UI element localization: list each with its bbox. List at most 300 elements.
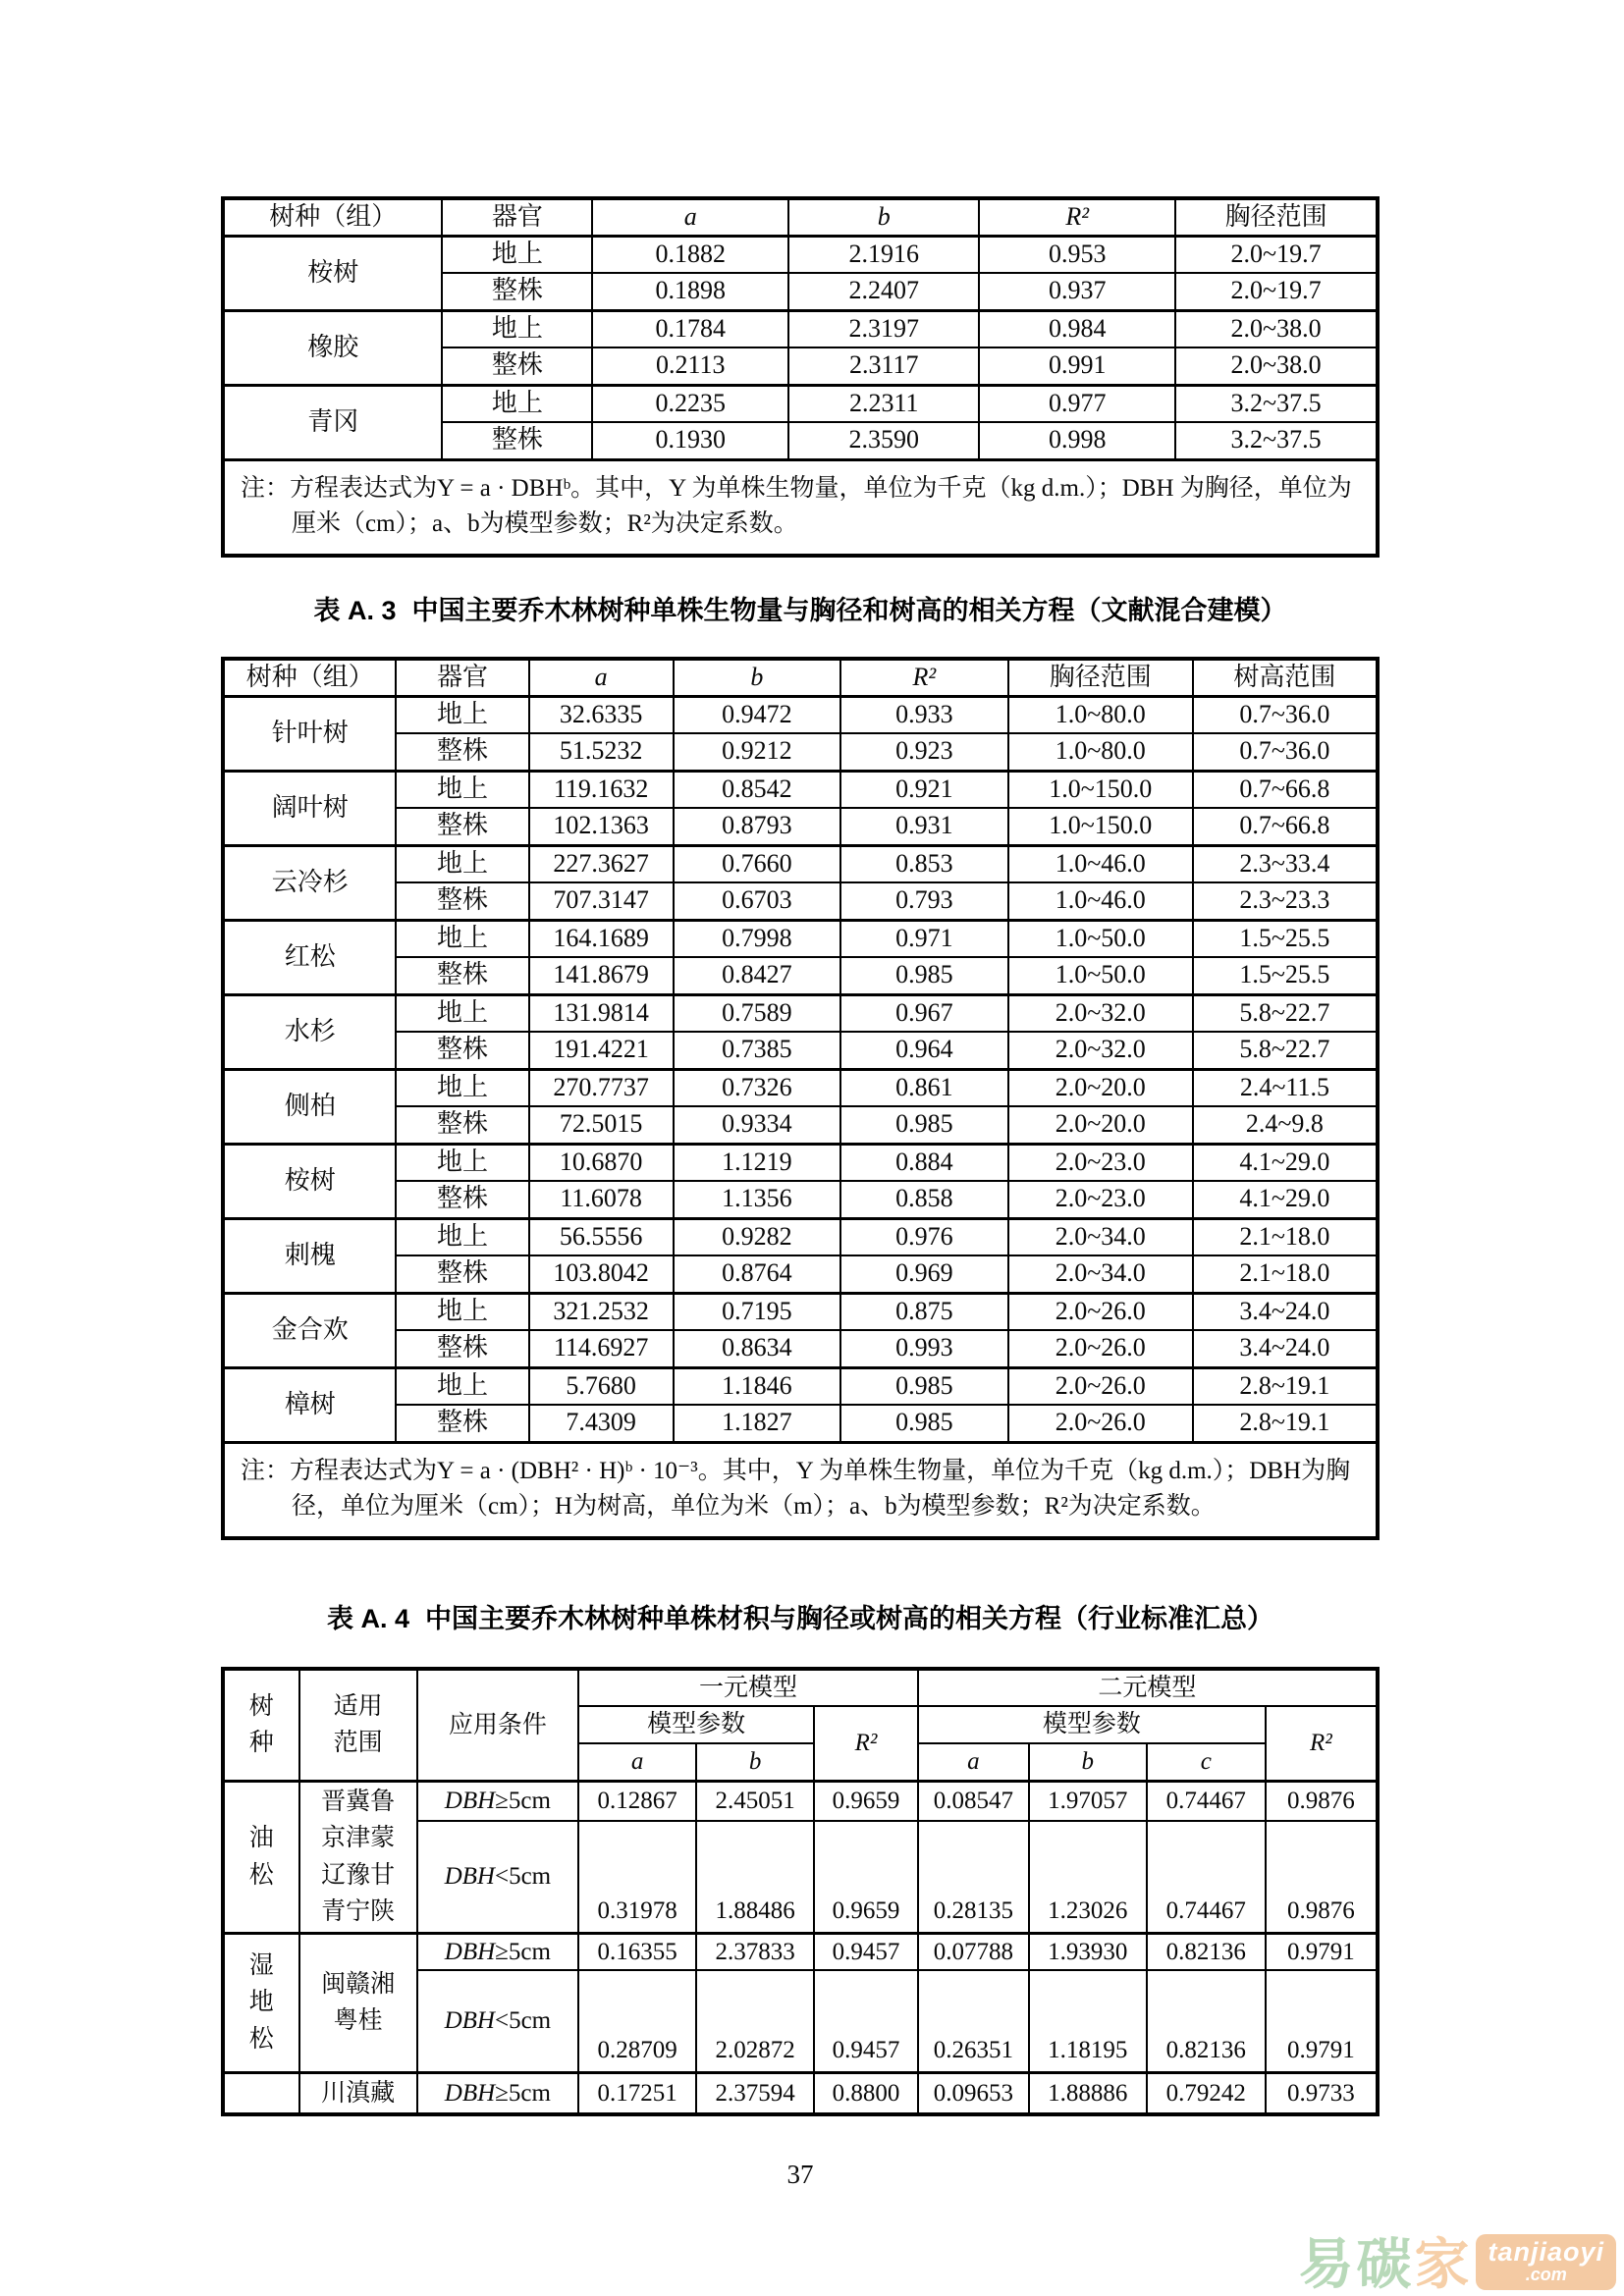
region-range-text: 川滇藏 [321,2079,396,2107]
watermark-char-jia: 家 [1414,2232,1470,2295]
organ-cell: 整株 [396,1032,528,1069]
data-row [223,845,1378,882]
param-a-cell: 227.3627 [529,845,674,882]
dbh-range-cell: 3.2~37.5 [1175,422,1378,459]
biomass-dbh-table [221,196,1380,558]
species-cell: 针叶树 [223,696,396,771]
model2-r2-cell: 0.9791 [1266,1970,1378,2072]
height-range-cell: 1.5~25.5 [1193,920,1378,957]
model1-r2-cell: 0.9457 [814,1933,918,1970]
param-a-cell: 0.1930 [592,422,788,459]
r-squared-cell: 0.985 [840,1405,1008,1442]
dbh-variable: DBH [444,2007,495,2034]
height-range-cell: 2.1~18.0 [1193,1255,1378,1293]
r-squared-cell: 0.971 [840,920,1008,957]
organ-cell: 地上 [396,1144,528,1181]
data-row [223,1181,1378,1218]
param-a-cell: 102.1363 [529,808,674,845]
column-header-range-text: 适用范围 [333,1692,383,1757]
param-b-cell: 2.3197 [788,310,979,347]
data-row [223,771,1378,808]
data-row [223,1106,1378,1144]
param-b-cell: 0.8427 [674,957,841,994]
r-squared-cell: 0.953 [979,236,1175,273]
species-cell [223,1781,299,1933]
param-a-cell: 51.5232 [529,733,674,771]
column-header: R² [840,659,1008,696]
table-a3-caption-label: 表 A. 3 [313,596,397,625]
height-range-cell: 0.7~36.0 [1193,733,1378,771]
r-squared-cell: 0.998 [979,422,1175,459]
model2-a-cell: 0.09653 [918,2072,1029,2114]
dbh-range-cell: 1.0~80.0 [1008,696,1193,733]
height-range-cell: 1.5~25.5 [1193,957,1378,994]
condition-cell: DBH≥5cm [417,2072,579,2114]
dbh-variable: DBH [444,2079,496,2107]
column-header-condition: 应用条件 [417,1669,579,1781]
organ-cell: 地上 [396,1218,528,1255]
model1-r2-cell: 0.9659 [814,1821,918,1933]
organ-cell: 地上 [396,1069,528,1106]
species-cell: 侧柏 [223,1069,396,1144]
column-header: b [788,198,979,236]
height-range-cell: 2.1~18.0 [1193,1218,1378,1255]
r-squared-cell: 0.977 [979,385,1175,422]
organ-cell: 地上 [442,385,592,422]
param-a-cell: 707.3147 [529,882,674,920]
model1-b-cell: 2.45051 [696,1781,814,1821]
data-row [223,808,1378,845]
r-squared-cell: 0.985 [840,1106,1008,1144]
r-squared-cell: 0.969 [840,1255,1008,1293]
page-number: 37 [786,2160,814,2189]
param-b-cell: 0.9282 [674,1218,841,1255]
r-squared-cell: 0.993 [840,1330,1008,1367]
dbh-range-cell: 2.0~38.0 [1175,310,1378,347]
param-a-cell: 5.7680 [529,1367,674,1405]
r-squared-cell: 0.921 [840,771,1008,808]
model1-r2-cell: 0.8800 [814,2072,918,2114]
dbh-range-cell: 2.0~38.0 [1175,347,1378,385]
height-range-cell: 5.8~22.7 [1193,1032,1378,1069]
table-a3-caption [221,589,1380,627]
dbh-range-cell: 1.0~46.0 [1008,845,1193,882]
data-row [223,733,1378,771]
data-row [223,1069,1378,1106]
param-b-cell: 0.9334 [674,1106,841,1144]
r-squared-cell: 0.985 [840,1367,1008,1405]
column-header-param-a: a [578,1743,696,1781]
dbh-range-cell: 2.0~20.0 [1008,1106,1193,1144]
data-row [223,920,1378,957]
r-squared-cell: 0.793 [840,882,1008,920]
data-row [223,1218,1378,1255]
dbh-range-cell: 1.0~50.0 [1008,920,1193,957]
r-squared-cell: 0.875 [840,1293,1008,1330]
model1-r2-cell: 0.9457 [814,1970,918,2072]
organ-cell: 地上 [396,1367,528,1405]
region-range-cell [299,2072,417,2114]
species-cell: 桉树 [223,236,442,310]
organ-cell: 整株 [396,1106,528,1144]
param-a-cell: 10.6870 [529,1144,674,1181]
organ-cell: 整株 [442,422,592,459]
param-b-cell: 0.7589 [674,994,841,1032]
data-row [223,994,1378,1032]
table-a3-caption-text: 中国主要乔木林树种单株生物量与胸径和树高的相关方程（文献混合建模） [411,596,1287,625]
species-cell: 红松 [223,920,396,994]
r-squared-cell: 0.967 [840,994,1008,1032]
organ-cell: 整株 [396,733,528,771]
param-a-cell: 191.4221 [529,1032,674,1069]
height-range-cell: 2.4~9.8 [1193,1106,1378,1144]
dbh-range-cell: 2.0~20.0 [1008,1069,1193,1106]
model2-a-cell: 0.08547 [918,1781,1029,1821]
dbh-range-cell: 2.0~34.0 [1008,1255,1193,1293]
column-header-range [299,1669,417,1781]
param-a-cell: 56.5556 [529,1218,674,1255]
height-range-cell: 2.3~33.4 [1193,845,1378,882]
model2-b-cell: 1.18195 [1029,1970,1147,2072]
dbh-range-cell: 1.0~46.0 [1008,882,1193,920]
species-cell: 橡胶 [223,310,442,385]
dbh-variable: DBH [444,1938,496,1965]
param-b-cell: 0.8764 [674,1255,841,1293]
dbh-range-cell: 2.0~26.0 [1008,1405,1193,1442]
r-squared-cell: 0.931 [840,808,1008,845]
param-a-cell: 7.4309 [529,1405,674,1442]
model1-a-cell: 0.16355 [578,1933,696,1970]
param-b-cell: 2.3590 [788,422,979,459]
data-row [223,957,1378,994]
model2-c-cell: 0.74467 [1147,1821,1266,1933]
condition-cell: DBH<5cm [417,1970,579,2072]
note-row [223,459,1378,556]
species-cell: 桉树 [223,1144,396,1218]
data-row [223,1330,1378,1367]
param-b-cell: 2.2407 [788,273,979,310]
column-header-param-b: b [696,1743,814,1781]
organ-cell: 地上 [396,771,528,808]
dbh-range-cell: 2.0~34.0 [1008,1218,1193,1255]
note-row [223,1442,1378,1538]
data-row [223,1144,1378,1181]
param-b-cell: 1.1219 [674,1144,841,1181]
region-range-text: 晋冀鲁京津蒙辽豫甘青宁陕 [321,1788,396,1925]
model2-r2-cell: 0.9791 [1266,1933,1378,1970]
column-header: a [529,659,674,696]
species-cell: 阔叶树 [223,771,396,845]
model2-c-cell: 0.74467 [1147,1781,1266,1821]
organ-cell: 整株 [396,808,528,845]
model1-a-cell: 0.12867 [578,1781,696,1821]
data-row [223,1255,1378,1293]
model2-r2-cell: 0.9876 [1266,1821,1378,1933]
height-range-cell: 4.1~29.0 [1193,1181,1378,1218]
table-note-cell [223,1442,1378,1538]
data-row [223,385,1378,422]
param-a-cell: 114.6927 [529,1330,674,1367]
watermark-badge-domain: .com [1525,2265,1567,2284]
r-squared-cell: 0.861 [840,1069,1008,1106]
column-header: a [592,198,788,236]
param-b-cell: 1.1356 [674,1181,841,1218]
dbh-range-cell: 2.0~26.0 [1008,1330,1193,1367]
model2-a-cell: 0.26351 [918,1970,1029,2072]
species-cell: 青冈 [223,385,442,459]
condition-cell: DBH≥5cm [417,1933,579,1970]
param-a-cell: 141.8679 [529,957,674,994]
height-range-cell: 2.4~11.5 [1193,1069,1378,1106]
watermark-char-yi: 易 [1298,2232,1354,2295]
organ-cell: 整株 [396,1255,528,1293]
table-note-text: 注：方程表达式为Y = a · DBHᵇ。其中，Y 为单株生物量，单位为千克（kg d.m.）；DBH 为胸径，单位为厘米（cm）；a、b为模型参数；R²为决定系数。 [241,474,1352,537]
dbh-range-cell: 1.0~50.0 [1008,957,1193,994]
data-row [223,696,1378,733]
header-row-1 [223,1669,1378,1706]
param-a-cell: 11.6078 [529,1181,674,1218]
species-cell: 樟树 [223,1367,396,1442]
r-squared-cell: 0.964 [840,1032,1008,1069]
param-b-cell: 0.9212 [674,733,841,771]
column-header: 器官 [396,659,528,696]
data-row [223,1293,1378,1330]
param-a-cell: 0.1898 [592,273,788,310]
data-row [223,882,1378,920]
param-b-cell: 0.7660 [674,845,841,882]
dbh-variable: DBH [444,1788,496,1815]
data-row [223,310,1378,347]
column-header: 器官 [442,198,592,236]
r-squared-cell: 0.976 [840,1218,1008,1255]
data-row [223,1367,1378,1405]
height-range-cell: 0.7~36.0 [1193,696,1378,733]
data-row [223,236,1378,273]
dbh-range-cell: 2.0~19.7 [1175,236,1378,273]
height-range-cell: 2.8~19.1 [1193,1405,1378,1442]
organ-cell: 整株 [442,347,592,385]
param-b-cell: 2.2311 [788,385,979,422]
param-b-cell: 0.9472 [674,696,841,733]
region-range-text: 闽赣湘粤桂 [321,1970,396,2034]
dbh-range-cell: 2.0~19.7 [1175,273,1378,310]
column-header: 胸径范围 [1175,198,1378,236]
height-range-cell: 0.7~66.8 [1193,771,1378,808]
model1-a-cell: 0.31978 [578,1821,696,1933]
organ-cell: 地上 [396,994,528,1032]
param-a-cell: 270.7737 [529,1069,674,1106]
param-a-cell: 72.5015 [529,1106,674,1144]
table-a4 [221,1667,1380,2116]
height-range-cell: 3.4~24.0 [1193,1330,1378,1367]
region-range-cell [299,1933,417,2072]
organ-cell: 地上 [442,310,592,347]
organ-cell: 地上 [396,845,528,882]
species-cell: 金合欢 [223,1293,396,1367]
param-b-cell: 0.7195 [674,1293,841,1330]
species-text: 油松 [248,1825,274,1889]
watermark-logo [1298,2232,1616,2295]
header-row [223,659,1378,696]
region-range-cell [299,1781,417,1933]
dbh-range-cell: 2.0~32.0 [1008,994,1193,1032]
model1-b-cell: 2.37833 [696,1933,814,1970]
param-a-cell: 0.1882 [592,236,788,273]
column-header-model2: 二元模型 [918,1669,1378,1706]
height-range-cell: 5.8~22.7 [1193,994,1378,1032]
dbh-range-cell: 1.0~150.0 [1008,808,1193,845]
height-range-cell: 0.7~66.8 [1193,808,1378,845]
column-header-model1: 一元模型 [578,1669,918,1706]
organ-cell: 地上 [396,696,528,733]
data-row [223,1781,1378,1821]
page-content [221,0,1380,2190]
param-a-cell: 103.8042 [529,1255,674,1293]
param-a-cell: 119.1632 [529,771,674,808]
model2-b-cell: 1.23026 [1029,1821,1147,1933]
height-range-cell: 2.3~23.3 [1193,882,1378,920]
model2-b-cell: 1.97057 [1029,1781,1147,1821]
model1-b-cell: 1.88486 [696,1821,814,1933]
param-a-cell: 131.9814 [529,994,674,1032]
height-range-cell: 3.4~24.0 [1193,1293,1378,1330]
column-header-species-text: 树种 [248,1692,274,1757]
dbh-range-cell: 2.0~23.0 [1008,1181,1193,1218]
model2-c-cell: 0.79242 [1147,2072,1266,2114]
table-a4-caption-text: 中国主要乔木林树种单株材积与胸径或树高的相关方程（行业标准汇总） [425,1604,1274,1633]
model1-b-cell: 2.02872 [696,1970,814,2072]
column-header-species [223,1669,299,1781]
species-cell: 云冷杉 [223,845,396,920]
model2-c-cell: 0.82136 [1147,1970,1266,2072]
dbh-range-cell: 2.0~26.0 [1008,1293,1193,1330]
data-row [223,1032,1378,1069]
column-header-param-b: b [1029,1743,1147,1781]
r-squared-cell: 0.985 [840,957,1008,994]
r-squared-cell: 0.937 [979,273,1175,310]
species-cell: 刺槐 [223,1218,396,1293]
column-header-param-c: c [1147,1743,1266,1781]
r-squared-cell: 0.858 [840,1181,1008,1218]
table-a4-caption-label: 表 A. 4 [326,1604,410,1633]
model1-b-cell: 2.37594 [696,2072,814,2114]
species-cell [223,2072,299,2114]
data-row [223,1405,1378,1442]
r-squared-cell: 0.933 [840,696,1008,733]
model2-b-cell: 1.93930 [1029,1933,1147,1970]
r-squared-cell: 0.984 [979,310,1175,347]
watermark-badge-text: tanjiaoyi [1488,2237,1604,2267]
model2-a-cell: 0.28135 [918,1821,1029,1933]
height-range-cell: 2.8~19.1 [1193,1367,1378,1405]
column-header: R² [979,198,1175,236]
param-b-cell: 2.1916 [788,236,979,273]
column-header: 胸径范围 [1008,659,1193,696]
dbh-variable: DBH [444,1863,495,1891]
organ-cell: 整株 [396,882,528,920]
dbh-range-cell: 2.0~32.0 [1008,1032,1193,1069]
model1-a-cell: 0.17251 [578,2072,696,2114]
table-a4-caption [221,1597,1380,1635]
param-a-cell: 32.6335 [529,696,674,733]
dbh-range-cell: 1.0~80.0 [1008,733,1193,771]
column-header-param-a: a [918,1743,1029,1781]
param-b-cell: 0.6703 [674,882,841,920]
condition-cell: DBH<5cm [417,1821,579,1933]
column-header: b [674,659,841,696]
organ-cell: 整株 [396,1405,528,1442]
model2-r2-cell: 0.9876 [1266,1781,1378,1821]
species-cell: 水杉 [223,994,396,1069]
column-header-r2: R² [1266,1706,1378,1781]
model2-b-cell: 1.88886 [1029,2072,1147,2114]
organ-cell: 地上 [396,1293,528,1330]
model1-a-cell: 0.28709 [578,1970,696,2072]
dbh-range-cell: 3.2~37.5 [1175,385,1378,422]
organ-cell: 地上 [396,920,528,957]
r-squared-cell: 0.923 [840,733,1008,771]
r-squared-cell: 0.853 [840,845,1008,882]
param-a-cell: 321.2532 [529,1293,674,1330]
param-b-cell: 0.8793 [674,808,841,845]
data-row [223,1933,1378,1970]
organ-cell: 整株 [396,1330,528,1367]
column-header-params: 模型参数 [918,1706,1266,1743]
watermark-char-tan: 碳 [1356,2232,1412,2295]
species-cell [223,1933,299,2072]
model2-a-cell: 0.07788 [918,1933,1029,1970]
organ-cell: 整株 [442,273,592,310]
r-squared-cell: 0.991 [979,347,1175,385]
table-note-text: 注：方程表达式为Y = a · (DBH² · H)ᵇ · 10⁻³。其中，Y 为单株生物量，单位为千克（kg d.m.）；DBH为胸径，单位为厘米（cm）；H为树高，单位为米（m）；a、b为模型参数；R²为决定系数。 [241,1457,1351,1520]
param-b-cell: 1.1827 [674,1405,841,1442]
dbh-range-cell: 1.0~150.0 [1008,771,1193,808]
param-b-cell: 1.1846 [674,1367,841,1405]
watermark-badge [1476,2234,1616,2290]
column-header: 树种（组） [223,198,442,236]
column-header-params: 模型参数 [578,1706,814,1743]
organ-cell: 地上 [442,236,592,273]
param-b-cell: 0.7998 [674,920,841,957]
column-header: 树高范围 [1193,659,1378,696]
param-b-cell: 0.7326 [674,1069,841,1106]
model2-r2-cell: 0.9733 [1266,2072,1378,2114]
param-a-cell: 0.2235 [592,385,788,422]
dbh-range-cell: 2.0~23.0 [1008,1144,1193,1181]
organ-cell: 整株 [396,1181,528,1218]
param-b-cell: 0.7385 [674,1032,841,1069]
column-header: 树种（组） [223,659,396,696]
species-text: 湿地松 [248,1951,274,2053]
param-b-cell: 2.3117 [788,347,979,385]
data-row [223,2072,1378,2114]
organ-cell: 整株 [396,957,528,994]
height-range-cell: 4.1~29.0 [1193,1144,1378,1181]
table-a3 [221,657,1380,1540]
condition-cell: DBH≥5cm [417,1781,579,1821]
table-note-cell [223,459,1378,556]
model1-r2-cell: 0.9659 [814,1781,918,1821]
header-row [223,198,1378,236]
column-header-r2: R² [814,1706,918,1781]
param-a-cell: 164.1689 [529,920,674,957]
dbh-range-cell: 2.0~26.0 [1008,1367,1193,1405]
model2-c-cell: 0.82136 [1147,1933,1266,1970]
param-a-cell: 0.1784 [592,310,788,347]
r-squared-cell: 0.884 [840,1144,1008,1181]
param-b-cell: 0.8542 [674,771,841,808]
param-a-cell: 0.2113 [592,347,788,385]
